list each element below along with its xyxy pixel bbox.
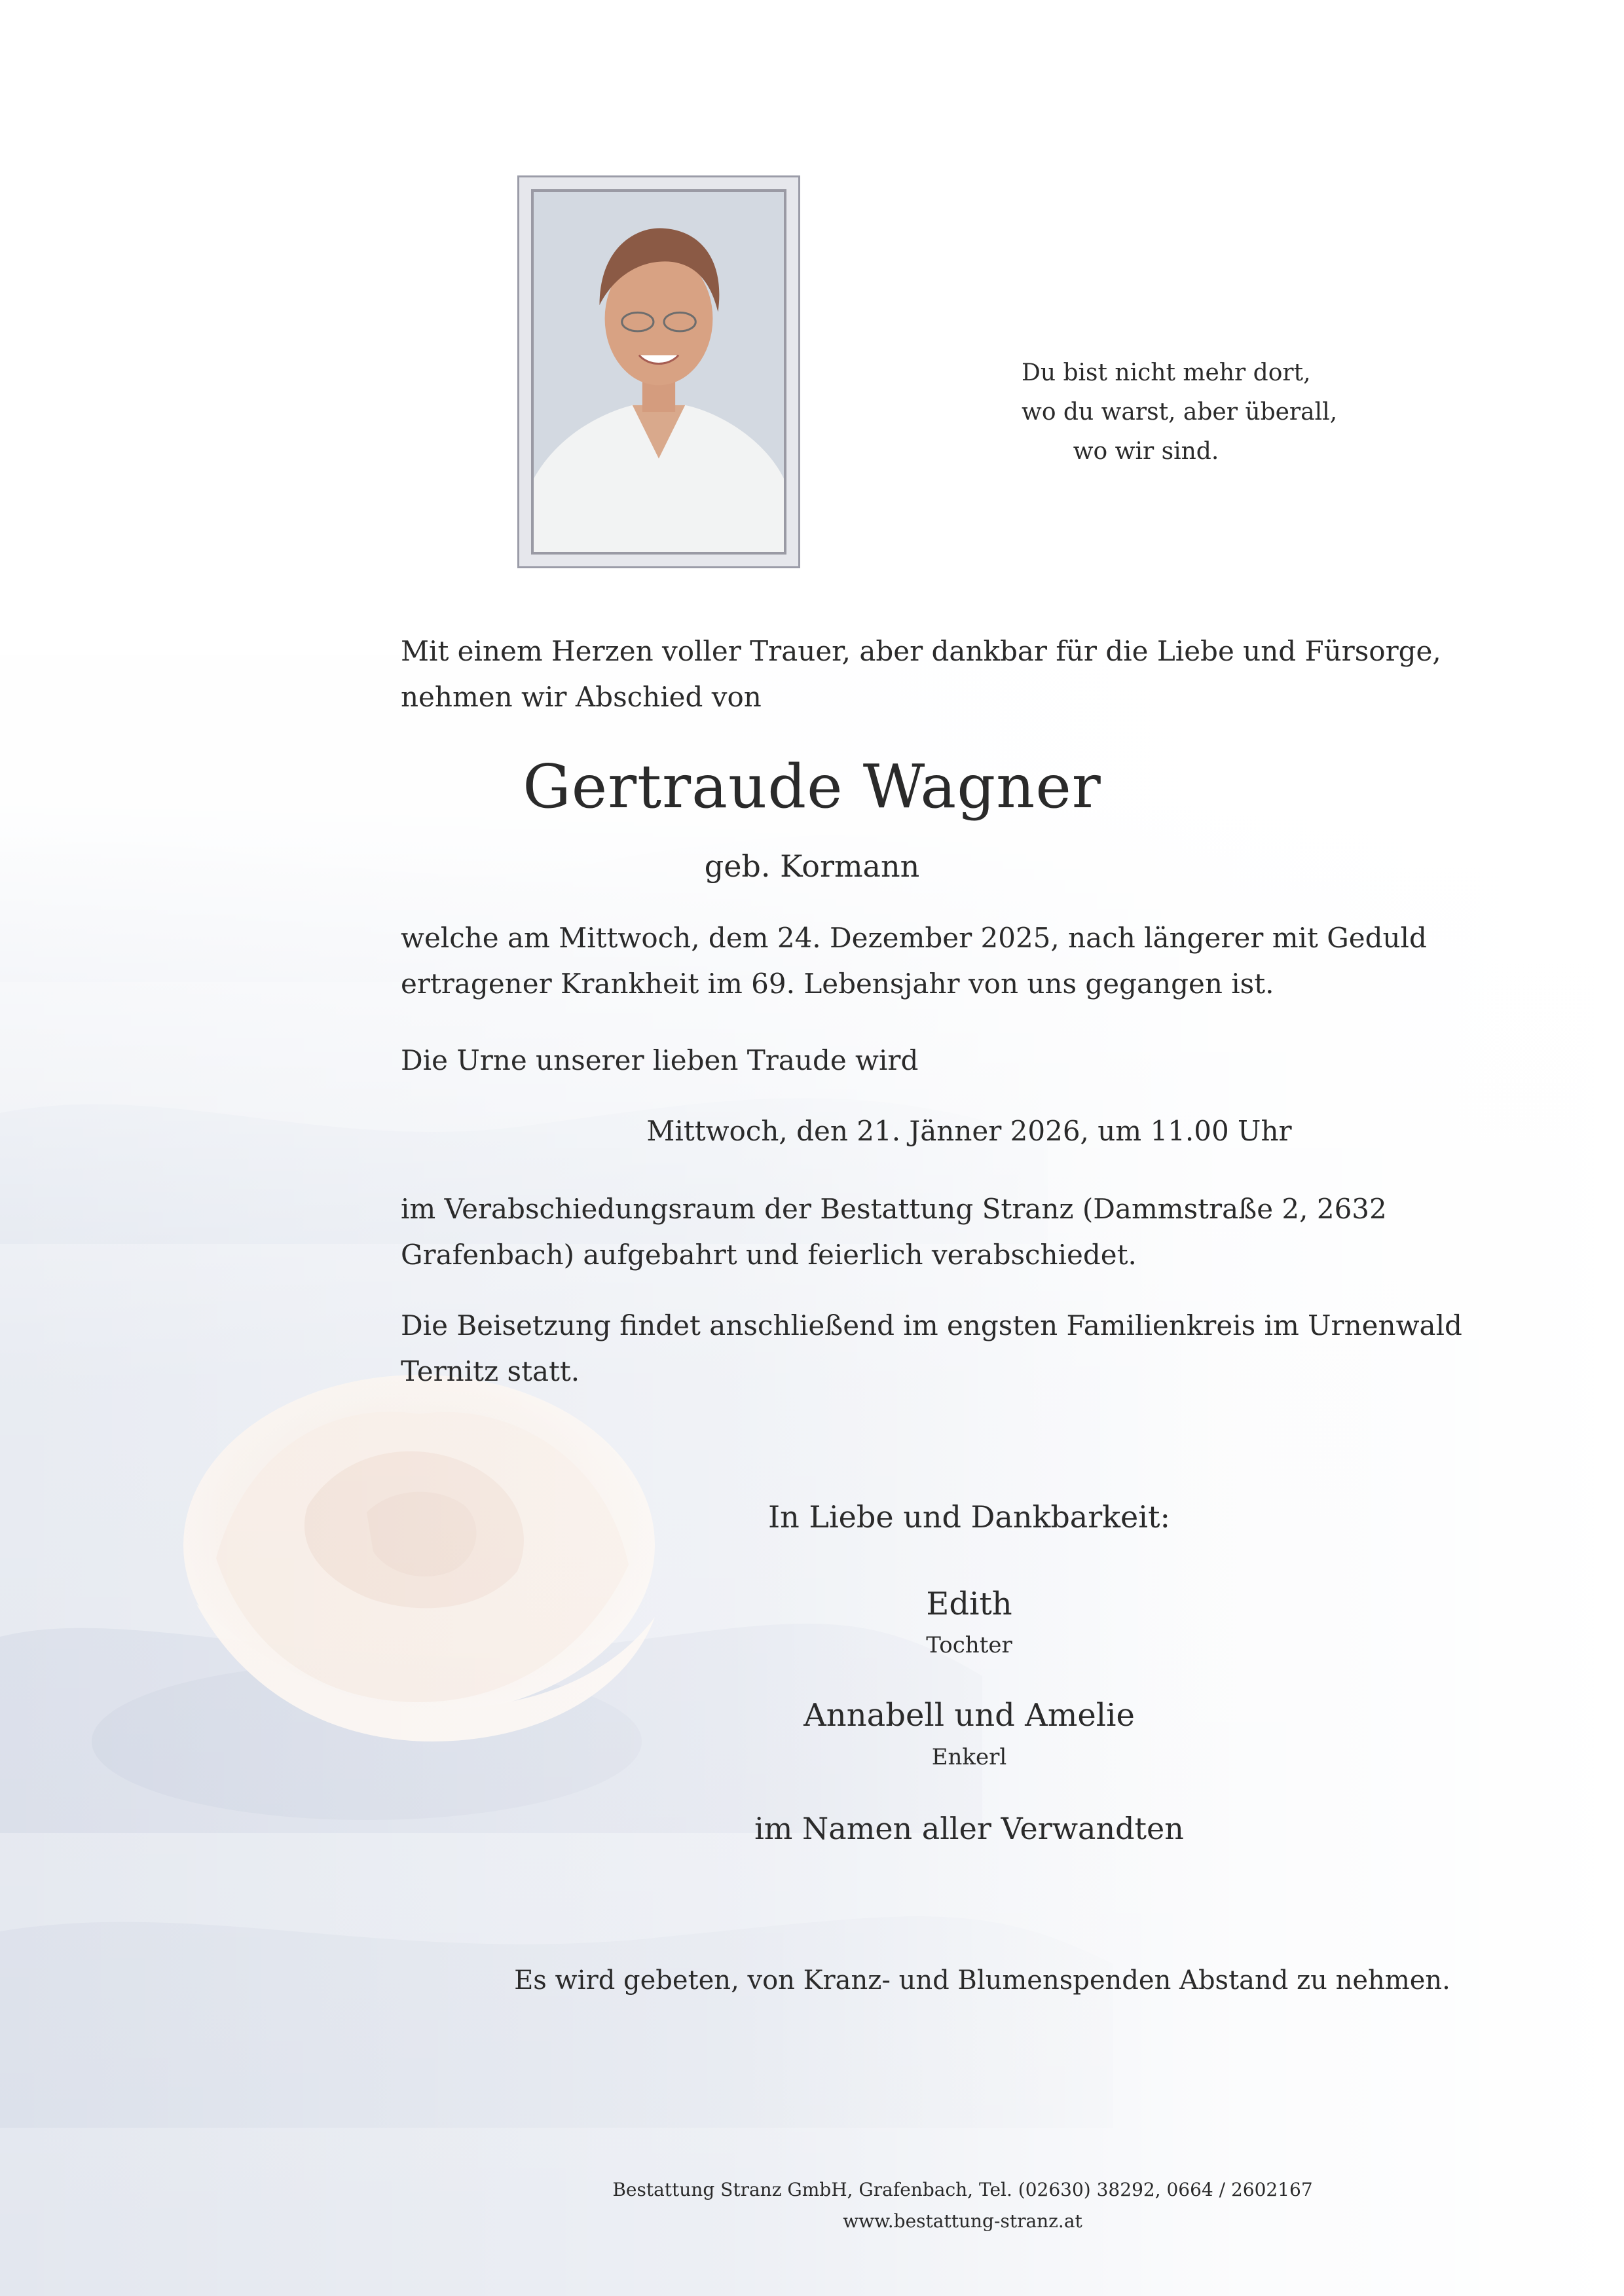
funeral-home-website: www.bestattung-stranz.at [843, 2210, 1082, 2232]
place-line-1: im Verabschiedungsraum der Bestattung Stranz (Dammstraße 2, 2632 [401, 1193, 1387, 1225]
memorial-quote [1022, 354, 1338, 471]
intro-paragraph [401, 629, 1475, 720]
mourners-heading: In Liebe und Dankbarkeit: [768, 1499, 1170, 1535]
death-line-1: welche am Mittwoch, dem 24. Dezember 2025, nach längerer mit Geduld [401, 922, 1427, 954]
quote-line-3: wo wir sind. [1073, 438, 1219, 465]
place-paragraph [401, 1186, 1475, 1278]
death-line-2: ertragener Krankheit im 69. Lebensjahr von uns gegangen ist. [401, 968, 1274, 1000]
portrait-frame [517, 175, 800, 568]
burial-paragraph [401, 1303, 1475, 1394]
mourner-role: Enkerl [931, 1744, 1007, 1770]
flower-request: Es wird gebeten, von Kranz- und Blumenspenden Abstand zu nehmen. [514, 1965, 1450, 1995]
burial-line-1: Die Beisetzung findet anschließend im engsten Familienkreis im Urnenwald [401, 1309, 1462, 1341]
burial-line-2: Ternitz statt. [401, 1355, 580, 1387]
portrait-photo [531, 189, 786, 555]
relatives-line: im Namen aller Verwandten [754, 1811, 1184, 1846]
mourner-name: Edith [926, 1586, 1012, 1622]
mourner-role: Tochter [926, 1632, 1012, 1658]
funeral-home-contact: Bestattung Stranz GmbH, Grafenbach, Tel. (02630) 38292, 0664 / 2602167 [612, 2179, 1313, 2200]
intro-line-2: nehmen wir Abschied von [401, 681, 762, 713]
quote-line-2: wo du warst, aber überall, [1022, 399, 1338, 426]
mourner-name: Annabell und Amelie [803, 1697, 1135, 1734]
intro-line-1: Mit einem Herzen voller Trauer, aber dankbar für die Liebe und Fürsorge, [401, 635, 1441, 667]
quote-line-1: Du bist nicht mehr dort, [1022, 359, 1311, 386]
death-paragraph [401, 915, 1475, 1007]
maiden-name: geb. Kormann [704, 848, 920, 884]
place-line-2: Grafenbach) aufgebahrt und feierlich verabschiedet. [401, 1239, 1137, 1271]
ceremony-date: Mittwoch, den 21. Jänner 2026, um 11.00 Uhr [646, 1115, 1292, 1147]
deceased-name: Gertraude Wagner [523, 752, 1101, 822]
urn-paragraph: Die Urne unserer lieben Traude wird [401, 1044, 919, 1076]
